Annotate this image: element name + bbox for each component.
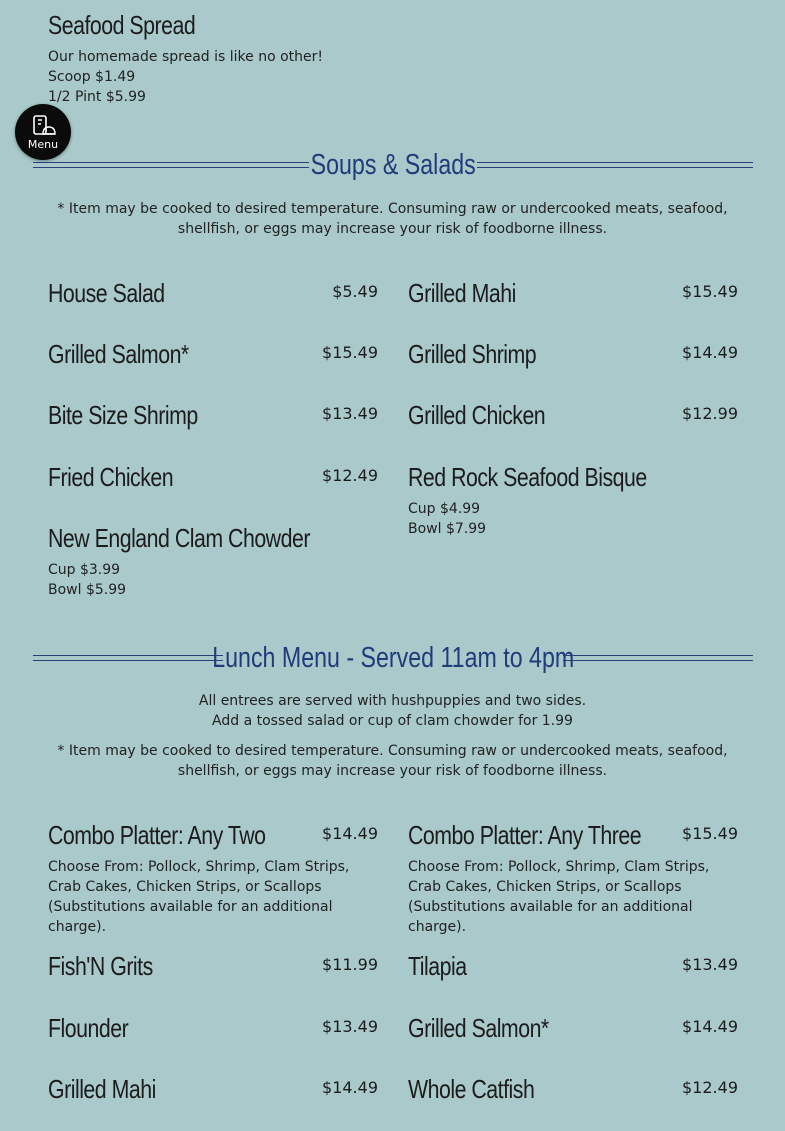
item-name: Grilled Mahi	[408, 278, 516, 308]
section-title: Soups & Salads	[310, 149, 476, 181]
item-price: $15.49	[682, 282, 738, 301]
item-price: $12.99	[682, 404, 738, 423]
item-name: Flounder	[48, 1013, 129, 1043]
item-name: Grilled Shrimp	[408, 339, 537, 369]
menu-item	[48, 951, 378, 982]
menu-item	[408, 462, 738, 539]
item-description: Our homemade spread is like no other!	[48, 49, 323, 65]
menu-item	[408, 278, 738, 309]
item-name: Whole Catfish	[408, 1074, 535, 1104]
item-option: Cup $4.99	[408, 501, 481, 517]
item-option: Bowl $7.99	[408, 521, 487, 537]
item-option: Scoop $1.49	[48, 69, 136, 85]
menu-item	[48, 523, 378, 600]
menu-item	[48, 1013, 378, 1044]
item-name: Bite Size Shrimp	[48, 400, 198, 430]
item-price: $11.99	[322, 955, 378, 974]
item-price: $5.49	[332, 282, 378, 301]
item-name: Red Rock Seafood Bisque	[408, 462, 647, 492]
menu-item	[48, 339, 378, 370]
allergy-note: * Item may be cooked to desired temperature. Consuming raw or undercooked meats, seafood, shellfish, or eggs may increase your risk of foodborne illness.	[57, 743, 728, 779]
item-name: Fish'N Grits	[48, 951, 153, 981]
item-price: $13.49	[322, 1017, 378, 1036]
item-price: $14.49	[682, 343, 738, 362]
menu-item	[408, 951, 738, 982]
section-title: Lunch Menu - Served 11am to 4pm	[212, 642, 574, 674]
item-price: $14.49	[682, 1017, 738, 1036]
menu-item	[408, 820, 738, 937]
item-name: Grilled Salmon*	[48, 339, 189, 369]
item-option: Cup $3.99	[48, 562, 121, 578]
item-description: Choose From: Pollock, Shrimp, Clam Strips, Crab Cakes, Chicken Strips, or Scallops (Substitutions available for an additional charge).	[408, 859, 710, 935]
menu-item	[48, 820, 378, 937]
section-heading-soups	[33, 149, 753, 179]
menu-item	[408, 1013, 738, 1044]
item-name: Grilled Chicken	[408, 400, 546, 430]
add-on-note: Add a tossed salad or cup of clam chowder for 1.99	[212, 713, 573, 729]
allergy-note: * Item may be cooked to desired temperature. Consuming raw or undercooked meats, seafood, shellfish, or eggs may increase your risk of foodborne illness.	[57, 201, 728, 237]
item-name: House Salad	[48, 278, 165, 308]
item-name: Seafood Spread	[48, 10, 196, 40]
menu-item-seafood-spread	[48, 10, 378, 107]
item-name: New England Clam Chowder	[48, 523, 310, 553]
menu-item	[408, 1074, 738, 1105]
menu-book-icon	[32, 114, 56, 138]
item-option: Bowl $5.99	[48, 582, 127, 598]
section-heading-lunch	[33, 642, 753, 672]
menu-button-label: Menu	[27, 138, 59, 151]
item-name: Combo Platter: Any Three	[408, 820, 642, 850]
item-name: Tilapia	[408, 951, 467, 981]
item-price: $15.49	[322, 343, 378, 362]
menu-item	[408, 339, 738, 370]
item-price: $14.49	[322, 824, 378, 843]
item-price: $13.49	[682, 955, 738, 974]
menu-item	[48, 1074, 378, 1105]
item-price: $12.49	[682, 1078, 738, 1097]
item-name: Grilled Mahi	[48, 1074, 156, 1104]
item-price: $14.49	[322, 1078, 378, 1097]
menu-item	[48, 278, 378, 309]
item-name: Grilled Salmon*	[408, 1013, 549, 1043]
item-name: Fried Chicken	[48, 462, 174, 492]
item-price: $12.49	[322, 466, 378, 485]
item-description: Choose From: Pollock, Shrimp, Clam Strips, Crab Cakes, Chicken Strips, or Scallops (Substitutions available for an additional charge).	[48, 859, 350, 935]
menu-item	[48, 400, 378, 431]
entree-note: All entrees are served with hushpuppies and two sides.	[198, 693, 587, 709]
item-name: Combo Platter: Any Two	[48, 820, 266, 850]
item-price: $15.49	[682, 824, 738, 843]
menu-item	[408, 400, 738, 431]
item-price: $13.49	[322, 404, 378, 423]
menu-item	[48, 462, 378, 493]
item-option: 1/2 Pint $5.99	[48, 89, 146, 105]
